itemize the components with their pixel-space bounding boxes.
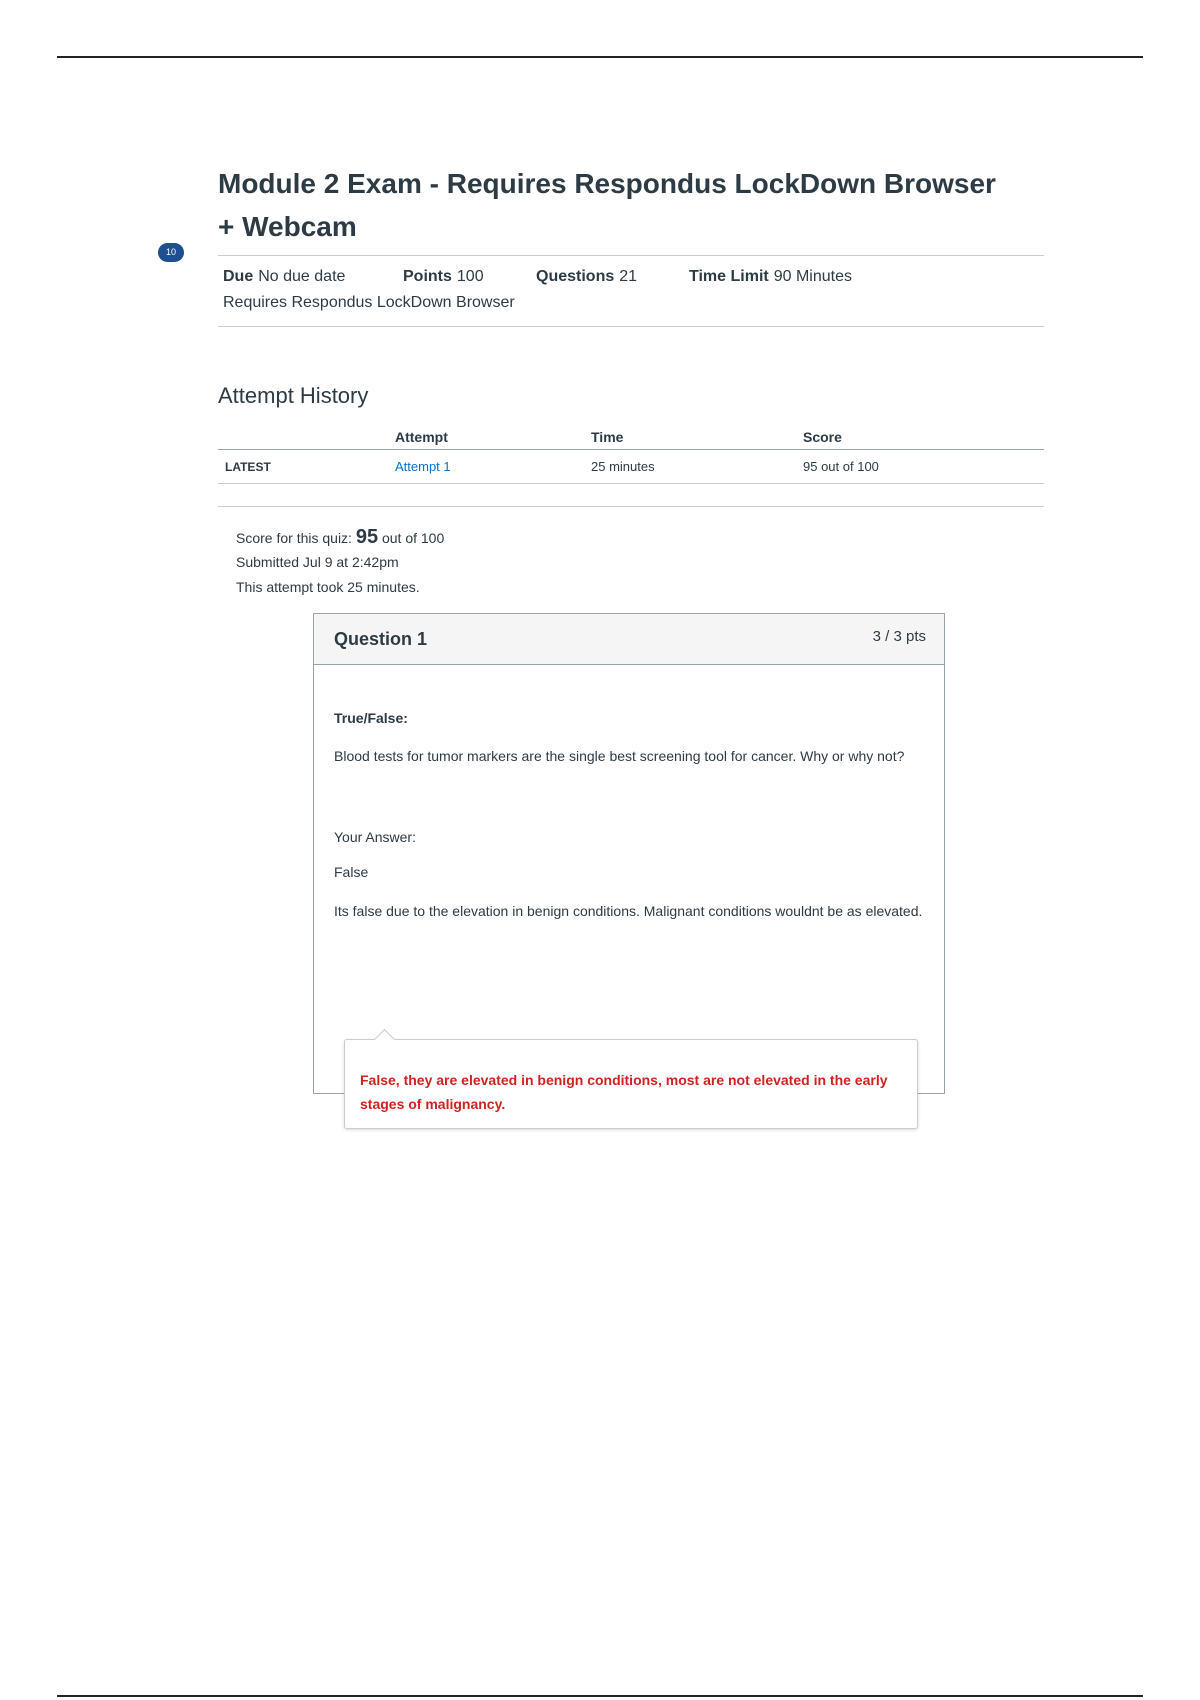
score-value: 95 — [355, 526, 379, 548]
history-divider — [218, 506, 1044, 507]
score-prefix: Score for this quiz: — [236, 530, 352, 546]
questions-label: Questions — [536, 268, 615, 285]
quiz-summary — [236, 525, 444, 600]
attempt-time: 25 minutes — [584, 450, 796, 484]
table-header-row — [218, 425, 1044, 450]
time-limit-value: 90 Minutes — [773, 268, 852, 285]
time-limit-label: Time Limit — [689, 268, 769, 285]
details-divider — [218, 326, 1044, 327]
lockdown-requirement: Requires Respondus LockDown Browser — [223, 294, 515, 311]
question-card — [313, 613, 945, 1112]
title-divider — [218, 255, 1044, 256]
notification-badge: 10 — [158, 243, 184, 262]
due-label: Due — [223, 268, 254, 285]
attempt-cell — [388, 450, 584, 484]
answer-explanation: Its false due to the elevation in benign conditions. Malignant conditions wouldnt be as elevated. — [334, 903, 923, 919]
column-header-score: Score — [796, 425, 1044, 450]
points-label: Points — [403, 268, 452, 285]
answer-label: Your Answer: — [334, 829, 416, 845]
table-row — [218, 450, 1044, 484]
question-header — [314, 614, 944, 665]
question-type: True/False: — [334, 710, 408, 726]
column-header-time: Time — [584, 425, 796, 450]
feedback-box — [344, 1039, 918, 1129]
questions-detail — [536, 268, 689, 286]
attempt-history-title: Attempt History — [218, 383, 369, 408]
points-value: 100 — [456, 268, 484, 285]
questions-value: 21 — [619, 268, 638, 285]
attempt-score: 95 out of 100 — [796, 450, 1044, 484]
feedback-text: False, they are elevated in benign conditions, most are not elevated in the early stages of malignancy. — [360, 1072, 888, 1112]
question-points: 3 / 3 pts — [872, 628, 926, 645]
page-top-rule — [57, 56, 1143, 58]
question-title: Question 1 — [334, 629, 428, 649]
score-suffix: out of 100 — [381, 530, 445, 546]
due-value: No due date — [258, 268, 346, 285]
due-detail — [223, 268, 403, 286]
attempt-status: LATEST — [218, 450, 388, 484]
attempt-link[interactable]: Attempt 1 — [395, 459, 451, 474]
page-title: Module 2 Exam - Requires Respondus LockDown Browser + Webcam — [218, 168, 996, 242]
feedback-arrow — [374, 1029, 395, 1050]
attempt-history-table — [218, 425, 1044, 484]
duration-line: This attempt took 25 minutes. — [236, 579, 420, 595]
question-text: Blood tests for tumor markers are the single best screening tool for cancer. Why or why not? — [334, 748, 905, 764]
answer-value: False — [334, 864, 369, 880]
score-line — [236, 525, 444, 550]
quiz-details — [223, 264, 1043, 316]
time-limit-detail — [689, 268, 852, 286]
submitted-line: Submitted Jul 9 at 2:42pm — [236, 554, 399, 570]
column-header-attempt: Attempt — [388, 425, 584, 450]
page-bottom-rule — [57, 1695, 1143, 1697]
column-header-status — [218, 425, 388, 450]
points-detail — [403, 268, 536, 286]
